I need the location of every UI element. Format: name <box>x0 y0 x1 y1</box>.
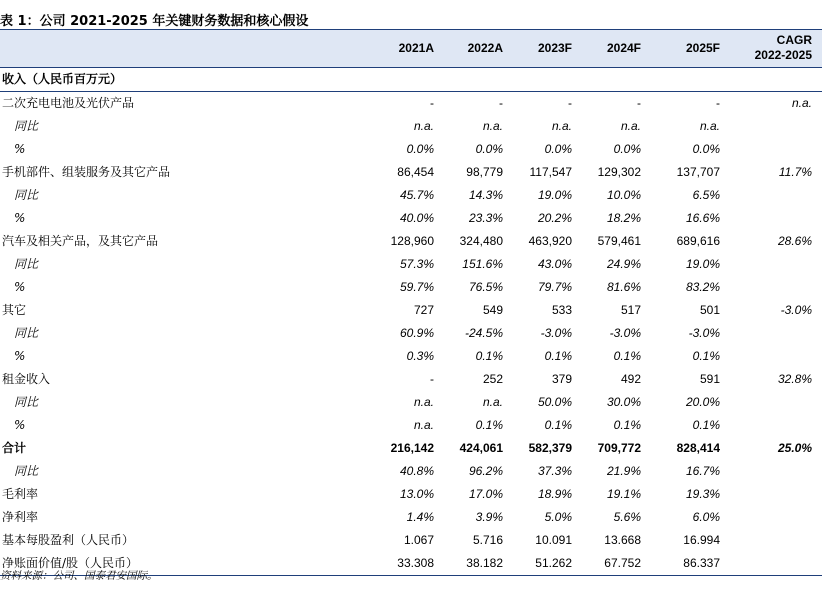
cell-2023F: 0.1% <box>544 418 572 432</box>
cell-2021A: n.a. <box>413 395 434 409</box>
cell-cagr: 25.0% <box>777 441 812 455</box>
cell-cagr <box>728 115 812 138</box>
cell-2023F: 0.1% <box>544 349 572 363</box>
cell-2022A: n.a. <box>482 395 503 409</box>
cell-2023F: 463,920 <box>528 234 572 248</box>
header-cagr-line1: CAGR <box>776 33 812 47</box>
table-row <box>0 322 822 345</box>
cell-cagr <box>728 506 812 529</box>
cell-2022A: 0.0% <box>475 142 503 156</box>
row-label: 基本每股盈利（人民币） <box>2 533 135 547</box>
cell-cagr <box>728 391 812 414</box>
row-label: 其它 <box>2 303 27 317</box>
row-label: 汽车及相关产品，及其它产品 <box>2 234 159 248</box>
cell-2021A: 0.0% <box>406 142 434 156</box>
header-year-2024: 2024F <box>606 41 641 55</box>
row-label: 同比 <box>14 257 39 271</box>
source-note: 资料来源：公司、国泰君安国际。 <box>0 570 158 582</box>
header-year-2025: 2025F <box>685 41 720 55</box>
table-body <box>0 92 822 576</box>
cell-2021A: 86,454 <box>397 165 434 179</box>
table-row <box>0 253 822 276</box>
table-row <box>0 161 822 184</box>
cell-2025F: 86.337 <box>683 556 720 570</box>
cell-2024F: 0.1% <box>613 349 641 363</box>
header-year-2021: 2021A <box>398 41 434 55</box>
row-label: 租金收入 <box>2 372 51 386</box>
row-label: 同比 <box>14 395 39 409</box>
cell-2023F: 79.7% <box>537 280 572 294</box>
cell-2024F: 19.1% <box>606 487 641 501</box>
cell-2022A: 3.9% <box>475 510 503 524</box>
cell-2025F: 689,616 <box>676 234 720 248</box>
cell-2021A: 216,142 <box>390 441 434 455</box>
cell-2021A: - <box>430 96 434 110</box>
cell-2023F: n.a. <box>551 119 572 133</box>
cell-2021A: n.a. <box>413 418 434 432</box>
cell-cagr <box>728 529 812 552</box>
cell-2021A: 45.7% <box>399 188 434 202</box>
row-label: % <box>14 418 26 432</box>
table-row <box>0 460 822 483</box>
cell-cagr <box>728 184 812 207</box>
cell-2024F: 129,302 <box>597 165 641 179</box>
cell-2023F: 20.2% <box>537 211 572 225</box>
cell-2022A: n.a. <box>482 119 503 133</box>
cell-cagr <box>728 207 812 230</box>
table-row <box>0 368 822 391</box>
table-row <box>0 276 822 299</box>
cell-2021A: 128,960 <box>390 234 434 248</box>
cell-2021A: 1.4% <box>406 510 434 524</box>
cell-2022A: 17.0% <box>468 487 503 501</box>
cell-cagr: n.a. <box>791 96 812 110</box>
cell-2025F: 16.6% <box>685 211 720 225</box>
cell-2024F: 0.1% <box>613 418 641 432</box>
table-row <box>0 529 822 552</box>
cell-2021A: 40.8% <box>399 464 434 478</box>
table-row <box>0 391 822 414</box>
cell-2025F: 0.0% <box>692 142 720 156</box>
table-row <box>0 115 822 138</box>
cell-2024F: 492 <box>620 372 641 386</box>
table-row <box>0 207 822 230</box>
cell-2023F: 43.0% <box>537 257 572 271</box>
cell-2022A: 424,061 <box>459 441 503 455</box>
financial-table <box>0 29 822 576</box>
header-year-2023: 2023F <box>537 41 572 55</box>
cell-2024F: 21.9% <box>606 464 641 478</box>
cell-2022A: 76.5% <box>468 280 503 294</box>
row-label: 同比 <box>14 326 39 340</box>
cell-2023F: 50.0% <box>537 395 572 409</box>
cell-2024F: 709,772 <box>597 441 641 455</box>
cell-cagr <box>728 322 812 345</box>
header-cagr-line2: 2022-2025 <box>754 48 812 62</box>
section-title: 收入（人民币百万元） <box>2 72 123 86</box>
cell-2022A: 151.6% <box>462 257 503 271</box>
cell-2022A: 549 <box>482 303 503 317</box>
cell-2023F: 18.9% <box>537 487 572 501</box>
cell-2024F: 10.0% <box>606 188 641 202</box>
cell-2021A: 13.0% <box>399 487 434 501</box>
row-label: 净账面价值/股（人民币） <box>2 556 139 570</box>
cell-2021A: 1.067 <box>403 533 434 547</box>
cell-cagr <box>728 414 812 437</box>
cell-2025F: 83.2% <box>685 280 720 294</box>
cell-2022A: -24.5% <box>464 326 503 340</box>
cell-2021A: 40.0% <box>399 211 434 225</box>
cell-cagr: 32.8% <box>777 372 812 386</box>
cell-2021A: 59.7% <box>399 280 434 294</box>
cell-2022A: 23.3% <box>468 211 503 225</box>
table-row <box>0 184 822 207</box>
cell-2025F: - <box>716 96 720 110</box>
cell-2022A: 252 <box>482 372 503 386</box>
cell-2023F: 582,379 <box>528 441 572 455</box>
cell-cagr <box>728 460 812 483</box>
cell-2024F: 0.0% <box>613 142 641 156</box>
cell-2025F: 591 <box>699 372 720 386</box>
row-label: 手机部件、组装服务及其它产品 <box>2 165 171 179</box>
header-cagr <box>728 33 812 63</box>
cell-2021A: 33.308 <box>397 556 434 570</box>
cell-2025F: -3.0% <box>688 326 720 340</box>
cell-cagr <box>728 552 812 575</box>
cell-2024F: 67.752 <box>604 556 641 570</box>
cell-2022A: 98,779 <box>466 165 503 179</box>
cell-2024F: 13.668 <box>604 533 641 547</box>
cell-2023F: 19.0% <box>537 188 572 202</box>
table-row <box>0 230 822 253</box>
cell-2021A: 727 <box>413 303 434 317</box>
header-year-2022: 2022A <box>467 41 503 55</box>
table-row <box>0 483 822 506</box>
cell-2025F: 828,414 <box>676 441 720 455</box>
row-label: 净利率 <box>2 510 39 524</box>
cell-2023F: 379 <box>551 372 572 386</box>
row-label: 同比 <box>14 119 39 133</box>
cell-2022A: - <box>499 96 503 110</box>
table-row <box>0 299 822 322</box>
cell-2022A: 0.1% <box>475 349 503 363</box>
cell-cagr <box>728 276 812 299</box>
cell-cagr <box>728 483 812 506</box>
cell-2025F: 501 <box>699 303 720 317</box>
cell-2024F: 81.6% <box>606 280 641 294</box>
cell-2023F: 533 <box>551 303 572 317</box>
cell-2025F: 6.5% <box>692 188 720 202</box>
cell-2023F: 37.3% <box>537 464 572 478</box>
cell-2022A: 5.716 <box>472 533 503 547</box>
cell-2025F: 6.0% <box>692 510 720 524</box>
cell-2023F: 10.091 <box>535 533 572 547</box>
cell-2025F: 137,707 <box>676 165 720 179</box>
cell-2024F: 30.0% <box>606 395 641 409</box>
table-title: 表 1：公司 2021-2025 年关键财务数据和核心假设 <box>0 14 309 29</box>
cell-2025F: 19.3% <box>685 487 720 501</box>
cell-2025F: 0.1% <box>692 418 720 432</box>
cell-2022A: 96.2% <box>468 464 503 478</box>
table-row <box>0 138 822 161</box>
cell-2024F: 517 <box>620 303 641 317</box>
table-row <box>0 92 822 115</box>
cell-2023F: -3.0% <box>540 326 572 340</box>
cell-2025F: 0.1% <box>692 349 720 363</box>
cell-2021A: 0.3% <box>406 349 434 363</box>
cell-2025F: 16.7% <box>685 464 720 478</box>
table-header <box>0 29 822 68</box>
cell-2025F: 20.0% <box>685 395 720 409</box>
table-row <box>0 414 822 437</box>
table-row <box>0 506 822 529</box>
cell-2022A: 324,480 <box>459 234 503 248</box>
row-label: % <box>14 349 26 363</box>
row-label: % <box>14 211 26 225</box>
cell-2021A: n.a. <box>413 119 434 133</box>
cell-2023F: 5.0% <box>544 510 572 524</box>
cell-2024F: n.a. <box>620 119 641 133</box>
cell-cagr <box>728 345 812 368</box>
cell-2024F: 18.2% <box>606 211 641 225</box>
cell-2024F: 579,461 <box>597 234 641 248</box>
row-label: 合计 <box>2 441 27 455</box>
cell-2021A: - <box>430 372 434 386</box>
cell-2023F: 51.262 <box>535 556 572 570</box>
cell-2025F: n.a. <box>699 119 720 133</box>
section-row <box>0 68 822 92</box>
cell-2024F: 24.9% <box>606 257 641 271</box>
cell-cagr: 28.6% <box>777 234 812 248</box>
cell-2023F: 0.0% <box>544 142 572 156</box>
row-label: 二次充电电池及光伏产品 <box>2 96 135 110</box>
row-label: 毛利率 <box>2 487 39 501</box>
cell-cagr <box>728 253 812 276</box>
row-label: % <box>14 142 26 156</box>
table-row <box>0 437 822 460</box>
cell-2024F: - <box>637 96 641 110</box>
cell-2024F: -3.0% <box>609 326 641 340</box>
cell-cagr <box>728 138 812 161</box>
cell-cagr: 11.7% <box>778 165 812 179</box>
cell-2021A: 60.9% <box>399 326 434 340</box>
cell-2022A: 38.182 <box>466 556 503 570</box>
cell-2025F: 19.0% <box>685 257 720 271</box>
cell-2021A: 57.3% <box>399 257 434 271</box>
cell-2023F: 117,547 <box>529 165 572 179</box>
cell-cagr: -3.0% <box>780 303 812 317</box>
row-label: 同比 <box>14 188 39 202</box>
cell-2022A: 14.3% <box>468 188 503 202</box>
cell-2023F: - <box>568 96 572 110</box>
cell-2022A: 0.1% <box>475 418 503 432</box>
row-label: % <box>14 280 26 294</box>
table-row <box>0 345 822 368</box>
cell-2024F: 5.6% <box>613 510 641 524</box>
row-label: 同比 <box>14 464 39 478</box>
cell-2025F: 16.994 <box>683 533 720 547</box>
